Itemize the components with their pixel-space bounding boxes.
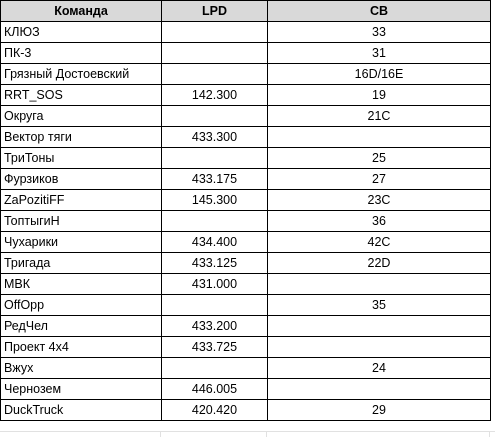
cell-cb[interactable]: 22D <box>268 253 491 274</box>
table-row <box>1 211 491 232</box>
gridline-bottom <box>0 431 495 432</box>
cell-team[interactable]: КЛЮЗ <box>1 22 162 43</box>
table-row <box>1 232 491 253</box>
cell-lpd[interactable]: 431.000 <box>162 274 268 295</box>
cell-lpd[interactable] <box>162 43 268 64</box>
table-row <box>1 127 491 148</box>
table-row <box>1 85 491 106</box>
table-row <box>1 190 491 211</box>
cell-lpd[interactable]: 433.175 <box>162 169 268 190</box>
cell-team[interactable]: Тригада <box>1 253 162 274</box>
cell-lpd[interactable] <box>162 148 268 169</box>
table-row <box>1 106 491 127</box>
cell-team[interactable]: РедЧел <box>1 316 162 337</box>
cell-lpd[interactable]: 433.200 <box>162 316 268 337</box>
cell-lpd[interactable]: 434.400 <box>162 232 268 253</box>
cell-team[interactable]: RRT_SOS <box>1 85 162 106</box>
cell-lpd[interactable]: 145.300 <box>162 190 268 211</box>
table-row <box>1 400 491 421</box>
cell-cb[interactable]: 24 <box>268 358 491 379</box>
cell-lpd[interactable] <box>162 211 268 232</box>
header-row <box>1 1 491 22</box>
cell-team[interactable]: Проект 4х4 <box>1 337 162 358</box>
table-row <box>1 43 491 64</box>
cell-lpd[interactable]: 446.005 <box>162 379 268 400</box>
cell-cb[interactable]: 16D/16E <box>268 64 491 85</box>
cell-team[interactable]: ТоптыгиН <box>1 211 162 232</box>
cell-cb[interactable]: 21C <box>268 106 491 127</box>
header-lpd[interactable]: LPD <box>162 1 268 22</box>
table-row <box>1 337 491 358</box>
cell-team[interactable]: DuckTruck <box>1 400 162 421</box>
table-row <box>1 64 491 85</box>
cell-lpd[interactable] <box>162 358 268 379</box>
cell-cb[interactable]: 27 <box>268 169 491 190</box>
cell-cb[interactable] <box>268 337 491 358</box>
cell-cb[interactable] <box>268 379 491 400</box>
cell-cb[interactable]: 25 <box>268 148 491 169</box>
cell-cb[interactable]: 36 <box>268 211 491 232</box>
cell-cb[interactable] <box>268 274 491 295</box>
table-row <box>1 379 491 400</box>
cell-team[interactable]: ZaPozitiFF <box>1 190 162 211</box>
cell-team[interactable]: ТриТоны <box>1 148 162 169</box>
cell-team[interactable]: Фурзиков <box>1 169 162 190</box>
cell-lpd[interactable]: 420.420 <box>162 400 268 421</box>
cell-cb[interactable]: 31 <box>268 43 491 64</box>
table-row <box>1 316 491 337</box>
cell-cb[interactable]: 29 <box>268 400 491 421</box>
cell-cb[interactable] <box>268 127 491 148</box>
table-row <box>1 274 491 295</box>
cell-team[interactable]: OffOpp <box>1 295 162 316</box>
table-row <box>1 22 491 43</box>
cell-team[interactable]: Чернозем <box>1 379 162 400</box>
cell-lpd[interactable] <box>162 106 268 127</box>
cell-team[interactable]: ПК-3 <box>1 43 162 64</box>
cell-cb[interactable]: 23C <box>268 190 491 211</box>
cell-team[interactable]: Округа <box>1 106 162 127</box>
cell-cb[interactable]: 19 <box>268 85 491 106</box>
cell-team[interactable]: Чухарики <box>1 232 162 253</box>
cell-cb[interactable]: 35 <box>268 295 491 316</box>
table-row <box>1 148 491 169</box>
cell-team[interactable]: МВК <box>1 274 162 295</box>
table-row <box>1 358 491 379</box>
cell-team[interactable]: Вжух <box>1 358 162 379</box>
table-row <box>1 253 491 274</box>
table-row <box>1 295 491 316</box>
cell-lpd[interactable] <box>162 64 268 85</box>
cell-cb[interactable] <box>268 316 491 337</box>
gridline-vertical <box>160 431 161 437</box>
cell-lpd[interactable]: 142.300 <box>162 85 268 106</box>
cell-cb[interactable]: 33 <box>268 22 491 43</box>
cell-lpd[interactable]: 433.125 <box>162 253 268 274</box>
table-row <box>1 169 491 190</box>
header-team[interactable]: Команда <box>1 1 162 22</box>
cell-lpd[interactable]: 433.300 <box>162 127 268 148</box>
cell-lpd[interactable]: 433.725 <box>162 337 268 358</box>
cell-cb[interactable]: 42C <box>268 232 491 253</box>
cell-team[interactable]: Грязный Достоевский <box>1 64 162 85</box>
gridline-vertical <box>266 431 267 437</box>
cell-team[interactable]: Вектор тяги <box>1 127 162 148</box>
cell-lpd[interactable] <box>162 295 268 316</box>
gridline-vertical <box>489 431 490 437</box>
cell-lpd[interactable] <box>162 22 268 43</box>
header-cb[interactable]: CB <box>268 1 491 22</box>
